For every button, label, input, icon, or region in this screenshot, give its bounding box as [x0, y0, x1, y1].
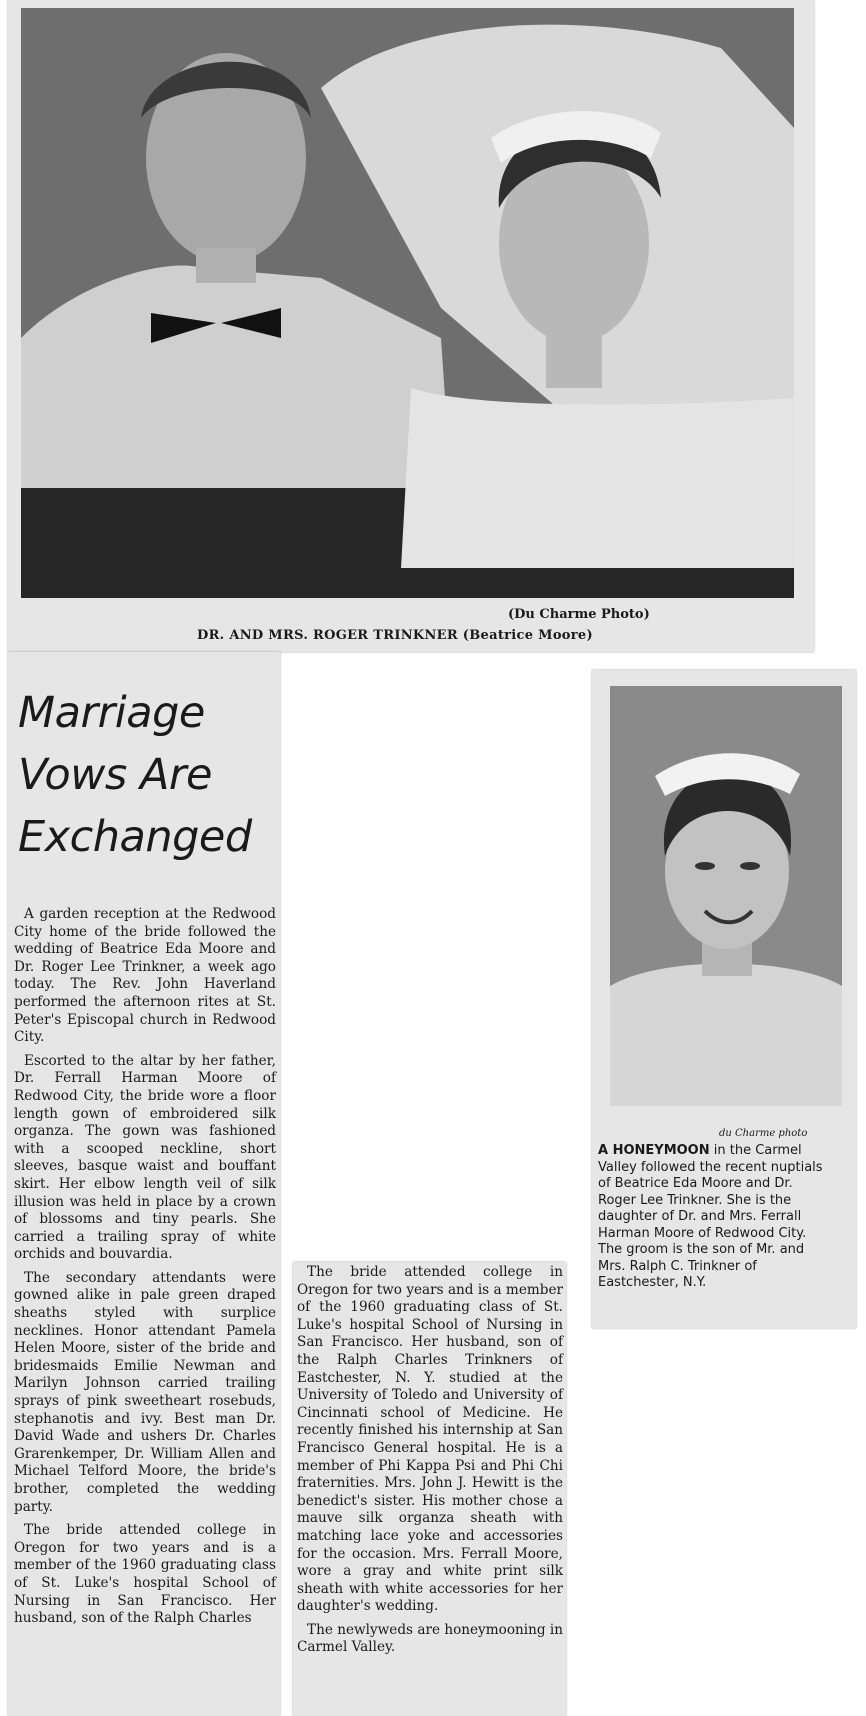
bride-portrait-illustration: [610, 686, 842, 1106]
col1-paragraph-1: A garden reception at the Redwood City home of the bride followed the wedding of Beatrice Eda Moore and Dr. Roger Lee Trinkner, a week ago today. The Rev. John Haverland performed the afternoon rites at St. Peter's Episcopal church in Redwood City.: [14, 906, 276, 1046]
headline-line-2: Vows Are: [18, 750, 212, 800]
article-headline: [18, 682, 278, 868]
article-column-1: [14, 906, 276, 1634]
col1-paragraph-3: The secondary attendants were gowned alike in pale green draped sheaths styled with surplice necklines. Honor attendant Pamela Helen Moore, sister of the bride and bridesmaids Emilie Newman and Marilyn Johnson carried trailing sprays of pink sweetheart rosebuds, stephanotis and ivy. Best man Dr. David Wade and ushers Dr. Charles Grarenkemper, Dr. William Allen and Michael Telford Moore, the bride's brother, completed the wedding party.: [14, 1269, 276, 1515]
side-caption-lead: A HONEYMOON: [598, 1143, 710, 1158]
side-photo-credit: du Charme photo: [719, 1128, 808, 1139]
col2-paragraph-1: The bride attended college in Oregon for two years and is a member of the 1960 graduating class of St. Luke's hospital School of Nursing in San Francisco. Her husband, son of the Ralph Charles Trinkners of Eastchester, N. Y. studied at the University of Toledo and University of Cincinnati school of Medicine. He recently finished his internship at San Francisco General hospital. He is a member of Phi Kappa Psi and Phi Chi fraternities. Mrs. John J. Hewitt is the benedict's sister. His mother chose a mauve silk organza sheath with matching lace yoke and accessories for the occasion. Mrs. Ferrall Moore, wore a gray and white print silk sheath with white accessories for her daughter's wedding.: [297, 1264, 563, 1615]
wedding-couple-photo: [21, 8, 794, 598]
col1-paragraph-4: The bride attended college in Oregon for two years and is a member of the 1960 graduating class of St. Luke's hospital School of Nursing in San Francisco. Her husband, son of the Ralph Charles: [14, 1522, 276, 1627]
side-photo-caption: [598, 1143, 830, 1292]
wedding-couple-illustration: [21, 8, 794, 598]
top-photo-credit: (Du Charme Photo): [508, 607, 650, 622]
bride-portrait-photo: [610, 686, 842, 1106]
article-column-2: [297, 1264, 563, 1663]
top-photo-caption: DR. AND MRS. ROGER TRINKNER (Beatrice Moore): [197, 628, 593, 643]
headline-line-1: Marriage: [18, 688, 205, 738]
col1-paragraph-2: Escorted to the altar by her father, Dr. Ferrall Harman Moore of Redwood City, the bride wore a floor length gown of embroidered silk organza. The gown was fashioned with a scooped neckline, short sleeves, basque waist and bouffant skirt. Her elbow length veil of silk illusion was held in place by a crown of blossoms and tiny pearls. She carried a trailing spray of white orchids and bouvardia.: [14, 1052, 276, 1263]
side-caption-text: in the Carmel Valley followed the recent nuptials of Beatrice Eda Moore and Dr. Roger Lee Trinkner. She is the daughter of Dr. and Mrs. Ferrall Harman Moore of Redwood City. The groom is the son of Mr. and Mrs. Ralph C. Trinkner of Eastchester, N.Y.: [598, 1143, 823, 1290]
col2-paragraph-2: The newlyweds are honeymooning in Carmel Valley.: [297, 1621, 563, 1656]
headline-line-3: Exchanged: [18, 812, 252, 862]
